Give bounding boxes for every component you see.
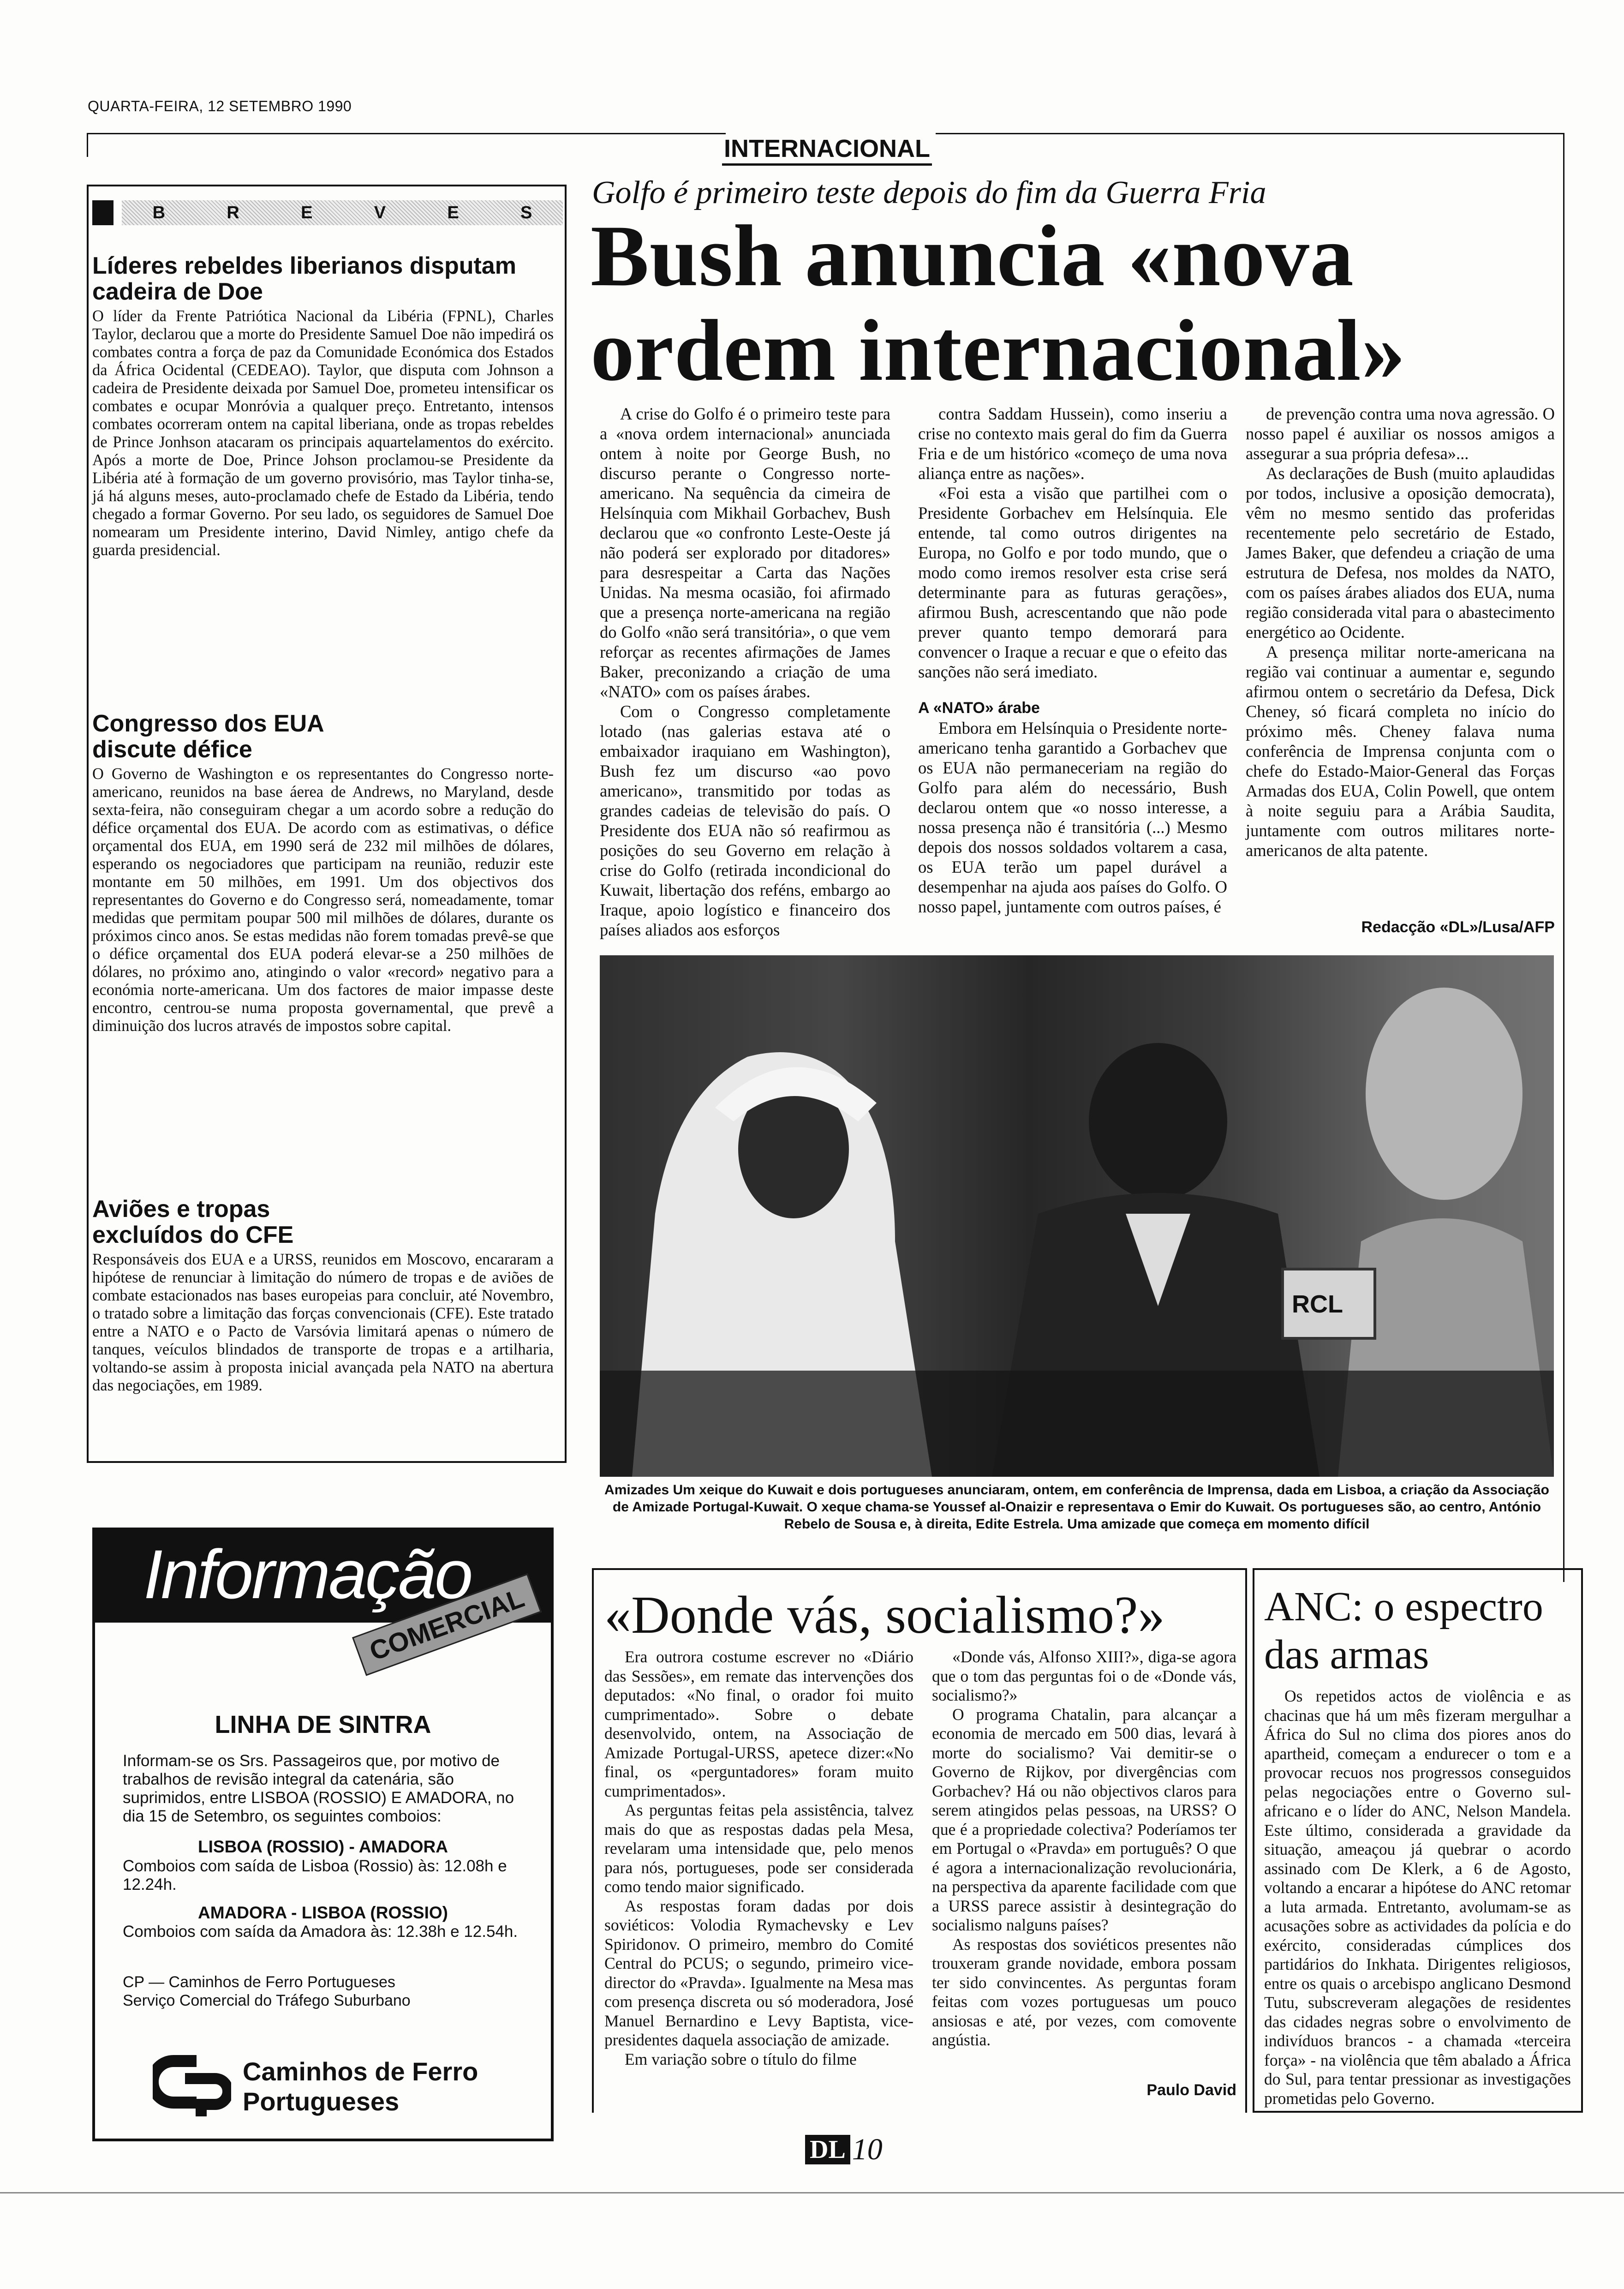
main-headline-line-1: Bush anuncia «nova: [591, 208, 1354, 305]
footer-logo: [805, 2132, 883, 2167]
main-headline-line-2: ordem internacional»: [591, 302, 1406, 399]
breves-letter: S: [520, 203, 532, 222]
main-col1-paragraph: Com o Congresso completamente lotado (nas galerias estava até o embaixador iraquiano em Washington), Bush fez um discurso «ao povo americano», transmitido por todas as grandes cadeias de televisão do país. O Presidente dos EUA não só reafirmou as posições do seu Governo em relação à crise do Golfo (retirada incondicional do Kuwait, libertação dos reféns, embargo ao Iraque, apoio logístico e financeiro dos países aliados aos esforços: [600, 702, 890, 939]
ad-stamp: COMERCIAL: [352, 1573, 542, 1676]
bottom-rule: [0, 2192, 1624, 2193]
main-subhead: A «NATO» árabe: [918, 699, 1040, 717]
brief-2-body: O Governo de Washington e os representantes do Congresso norte-americano, reunidos na base áerea de Andrews, no Maryland, desde sexta-feira, não conseguiram chegar a um acordo sobre a redução do défice orçamental dos EUA. De acordo com as estimativas, o défice orçamental dos EUA, em 1990 será de 232 mil milhões de dólares, esperando os negociadores que participam na reunião, reduzir este montante em 50 milhões, em 1991. Um dos objectivos dos representantes do Governo e do Congresso será, nomeadamente, tomar medidas que permitam poupar 500 mil milhões de dólares, durante os próximos cinco anos. Se estas medidas não forem tomadas prevê-se que o défice orçamental dos EUA poderá elevar-se a 250 milhões de dólares, no próximo ano, atingindo o valor «record» negativo para a económia norte-americana. Um dos factores de maior impasse deste encontro, centrou-se numa proposta governamental, que prevê a diminuição dos lucros através de impostos sobre capital.: [92, 765, 554, 1035]
brief-1: [92, 253, 554, 559]
ad-title: Informação: [143, 1535, 472, 1613]
top-frame-line-right: [936, 133, 1564, 134]
ad-intro: Informam-se os Srs. Passageiros que, por motivo de trabalhos de revisão integral da catenária, são suprimidos, entre LISBOA (ROSSIO) E AMADORA, no dia 15 de Setembro, os seguintes comboios:: [123, 1752, 514, 1825]
photo-caption: [600, 1481, 1554, 1533]
main-col3-paragraph: A presença militar norte-americana na região vai continuar a aumentar e, segundo afirmou ontem o secretário da Defesa, Dick Cheney, só ficará completa no início do próximo mês. Cheney falava numa conferência de Imprensa conjunta com o chefe do Estado-Maior-General das Forças Armadas dos EUA, Colin Powell, que ontem à noite seguiu para a Arábia Saudita, juntamente com outros militares norte-americanos de alta patente.: [1246, 642, 1555, 860]
brief-3: [92, 1196, 554, 1395]
page-number: 10: [852, 2133, 883, 2166]
ad-route-2-text: Comboios com saída da Amadora às: 12.38h e 12.54h.: [123, 1923, 518, 1941]
main-credit: Redacção «DL»/Lusa/AFP: [1361, 918, 1555, 936]
ad-logo-text-1: Caminhos de Ferro: [243, 2057, 478, 2086]
top-frame-line: [87, 133, 726, 134]
main-column-1: [600, 404, 890, 940]
breves-header-block: [92, 200, 113, 225]
socialismo-col2-paragraph: «Donde vás, Alfonso XIII?», diga-se agora que o tom das perguntas foi o de «Donde vás, socialismo?»: [932, 1648, 1236, 1704]
dateline: QUARTA-FEIRA, 12 SETEMBRO 1990: [88, 98, 352, 114]
ad-cp-line-1: CP — Caminhos de Ferro Portugueses: [123, 1973, 395, 1991]
right-frame-line: [1563, 133, 1564, 1582]
breves-letter: R: [227, 203, 239, 222]
ad-box: [92, 1528, 554, 2141]
ad-logo-text-2: Portugueses: [243, 2087, 400, 2116]
caption-text: Um xeique do Kuwait e dois portugueses anunciaram, ontem, em conferência de Imprensa, dada em Lisboa, a criação da Associação de Amizade Portugal-Kuwait. O xeque chama-se Youssef al-Onaizir e representava o Emir do Kuwait. Os portugueses são, ao centro, António Rebelo de Sousa e, à direita, Edite Estrela. Uma amizade que começa em momento difícil: [612, 1482, 1549, 1532]
socialismo-col1-paragraph: Em variação sobre o título do filme: [625, 2049, 857, 2068]
socialismo-author: Paulo David: [1146, 2081, 1236, 2099]
anc-headline: ANC: o espectro das armas: [1264, 1584, 1543, 1678]
socialismo-col2-paragraph: O programa Chatalin, para alcançar a economia de mercado em 500 dias, levará à morte do socialismo? Vai demitir-se o Governo de Rijkov, por divergências com Gorbachev? Há ou não objectivos claros para serem atingidos pelas pessoas, na URSS? O que é a propriedade colectiva? Poderíamos ter em Portugal o «Pravda» em português? O que é agora a internacionalização revolucionária, na perspectiva da aparente facilidade com que a URSS parece assistir à desintegração do socialismo nalguns países?: [932, 1705, 1236, 1934]
brief-3-title: Aviões e tropas excluídos do CFE: [92, 1196, 294, 1248]
photo-figures: [600, 955, 1554, 1477]
dl-logo-icon: DL: [805, 2135, 850, 2164]
brief-1-body: O líder da Frente Patriótica Nacional da Libéria (FPNL), Charles Taylor, declarou que a morte do Presidente Samuel Doe não impedirá os combates contra a força de paz da Comunidade Económica dos Estados da África Ocidental (CEDEAO). Taylor, que disputa com Johnson a cadeira de Presidente deixada por Samuel Doe, prometeu intensificar os combates e ocupar Monróvia a qualquer preço. Entretanto, intensos combates ocorreram ontem na capital liberiana, onde as tropas rebeldes de Prince Jonhson atacaram os principais aquartelamentos do exército. Após a morte de Doe, Prince Johson proclamou-se Presidente da Libéria até à formação de um governo provisório, mas Taylor tinha-se, já há alguns meses, auto-proclamado chefe de Estado da Libéria, tendo chegado a formar Governo. Por seu lado, os seguidores de Samuel Doe nomearam um Presidente interino, David Nimley, antigo chefe da guarda presidencial.: [92, 307, 554, 559]
main-col2-paragraph: contra Saddam Hussein), como inseriu a crise no contexto mais geral do fim da Guerra Fria e de um histórico «começo de uma nova aliança entre as nações».: [918, 404, 1227, 483]
breves-letter: B: [152, 203, 166, 222]
breves-letter: E: [301, 203, 313, 222]
cp-logo-icon: [153, 2052, 231, 2116]
ad-cp-line-2: Serviço Comercial do Tráfego Suburbano: [123, 1992, 411, 2009]
socialismo-col1-paragraph: As perguntas feitas pela assistência, talvez mais do que as respostas dadas pela Mesa, revelaram uma intensidade que, pelo menos para nós, portugueses, pode ser considerada como tendo maior significado.: [604, 1801, 914, 1896]
caption-lead: Amizades: [604, 1482, 669, 1498]
breves-letter: E: [447, 203, 459, 222]
section-tag: INTERNACIONAL: [722, 134, 932, 166]
brief-2-title: Congresso dos EUA discute défice: [92, 710, 323, 763]
main-col2b-paragraph: Embora em Helsínquia o Presidente norte-americano tenha garantido a Gorbachev que os EUA não permaneceriam na região do Golfo para além do necessário, Bush declarou ontem que «o nosso interesse, a nossa presença não é transitória (...) Mesmo depois dos nossos soldados voltarem a casa, os EUA terão um papel durável a desempenhar na ajuda aos países do Golfo. O nosso papel, juntamente com outros países, é: [918, 719, 1227, 916]
main-col3-paragraph: As declarações de Bush (muito aplaudidas por todos, inclusive a oposição democrata), vêm no mesmo sentido das proferidas recentemente pelo secretário de Estado, James Baker, que defendeu a criação de uma estrutura de Defesa, nos moldes da NATO, com os países árabes aliados dos EUA, numa região considerada vital para o abastecimento energético ao Ocidente.: [1246, 464, 1555, 641]
breves-header: [92, 198, 563, 227]
brief-2: [92, 711, 554, 1035]
main-column-2: [918, 404, 1227, 917]
anc-body: [1264, 1687, 1571, 2108]
socialismo-headline: «Donde vás, socialismo?»: [604, 1586, 1165, 1645]
left-frame-line: [87, 133, 88, 157]
socialismo-column-2: [932, 1648, 1236, 2050]
microphone-label: RCL: [1292, 1290, 1343, 1318]
breves-letters: [122, 200, 563, 225]
brief-3-body: Responsáveis dos EUA e a URSS, reunidos em Moscovo, encararam a hipótese de renunciar à limitação do número de tropas e de aviões de combate estacionados nas bases europeias para concluir, até Novembro, o tratado sobre a limitação das forças convencionais (CFE). Este tratado entre a NATO e o Pacto de Varsóvia limitará apenas o número de tanques, veículos blindados de transporte de tropas e a artilharia, voltando-se assim à proposta inicial avançada pela NATO na abertura das negociações, em 1989.: [92, 1251, 554, 1394]
socialismo-col2-paragraph: As respostas dos soviéticos presentes não trouxeram grande novidade, embora possam ter sido convincentes. As perguntas foram feitas com vozes portuguesas um pouco ansiosas e até, por vezes, com comovente angústia.: [932, 1935, 1236, 2049]
ad-route-2-title: AMADORA - LISBOA (ROSSIO): [198, 1903, 448, 1922]
socialismo-col1-paragraph: Era outrora costume escrever no «Diário das Sessões», em remate das intervenções dos deputados: «No final, o orador foi muito cumprimentado». Sobre o debate desenvolvido, ontem, na Associação de Amizade Portugal-URSS, apetece dizer:«No final, os «perguntadores» foram muito cumprimentados».: [604, 1648, 914, 1800]
main-kicker: Golfo é primeiro teste depois do fim da Guerra Fria: [592, 175, 1266, 210]
ad-route-1-title: LISBOA (ROSSIO) - AMADORA: [198, 1837, 448, 1856]
breves-letter: V: [374, 203, 386, 222]
main-col3-paragraph: de prevenção contra uma nova agressão. O nosso papel é auxiliar os nossos amigos a assegurar a sua própria defesa»...: [1246, 404, 1555, 463]
ad-route-1-text: Comboios com saída de Lisboa (Rossio) às: 12.08h e 12.24h.: [123, 1857, 507, 1894]
anc-paragraph: Os repetidos actos de violência e as chacinas que há um mês fizeram mergulhar a África do Sul no clima dos piores anos do apartheid, começam a endurecer o tom e a provocar recuos nos progressos conseguidos pelas negociações entre o Governo sul-africano e o líder do ANC, Nelson Mandela. Este último, considerada a gravidade da situação, ameaçou já quebrar o acordo assinado com De Klerk, a 6 de Agosto, voltando a encarar a hipótese do ANC retomar a luta armada. Entretanto, avolumam-se as acusações sobre as actividades da polícia e do exército, consideradas cúmplices dos partidários do Inkhata. Dirigentes religiosos, entre os quais o arcebispo anglicano Desmond Tutu, subscreveram alegações de residentes das cidades negras sobre o envolvimento de indivíduos brancos - a chamada «terceira força» - na violência que têm abalado a África do Sul, para tentar pressionar as investigações prometidas pelo Governo.: [1264, 1687, 1571, 2108]
socialismo-col1-paragraph: As respostas foram dadas por dois soviéticos: Volodia Rymachevsky e Lev Spiridonov. O primeiro, membro do Comité Central do PCUS; o segundo, primeiro vice-director do «Pravda». Igualmente na Mesa mas com presença discreta ou só moderadora, José Manuel Bernardino e Levy Baptista, vice-presidentes daquela associação de amizade.: [604, 1896, 914, 2049]
press-conference-photo: [600, 955, 1554, 1477]
socialismo-column-1: [604, 1648, 914, 2069]
ad-heading: LINHA DE SINTRA: [215, 1711, 431, 1738]
brief-1-title: Líderes rebeldes liberianos disputam cadeira de Doe: [92, 252, 516, 305]
main-col1-paragraph: A crise do Golfo é o primeiro teste para a «nova ordem internacional» anunciada ontem à noite por George Bush, no discurso perante o Congresso norte-americano. Na sequência da cimeira de Helsínquia com Mikhail Gorbachev, Bush declarou que «o confronto Leste-Oeste já não poderá ser explorado por ditadores» para desrespeitar a Carta das Nações Unidas. Na mesma ocasião, foi afirmado que a presença norte-americana na região do Golfo «não será transitória», o que vem reforçar as recentes afirmações de James Baker, preconizando a criação de uma «NATO» com os países árabes.: [600, 404, 890, 701]
main-column-3: [1246, 404, 1555, 860]
main-col2-paragraph: «Foi esta a visão que partilhei com o Presidente Gorbachev em Helsínquia. Ele entende, tal como outros dirigentes na Europa, no Golfo e por todo mundo, que o modo como iremos resolver esta crise será determinante para as futuras gerações», afirmou Bush, acrescentando que não pode prever quanto tempo demorará para convencer o Iraque a recuar e que o efeito das sanções não será imediato.: [918, 484, 1227, 681]
